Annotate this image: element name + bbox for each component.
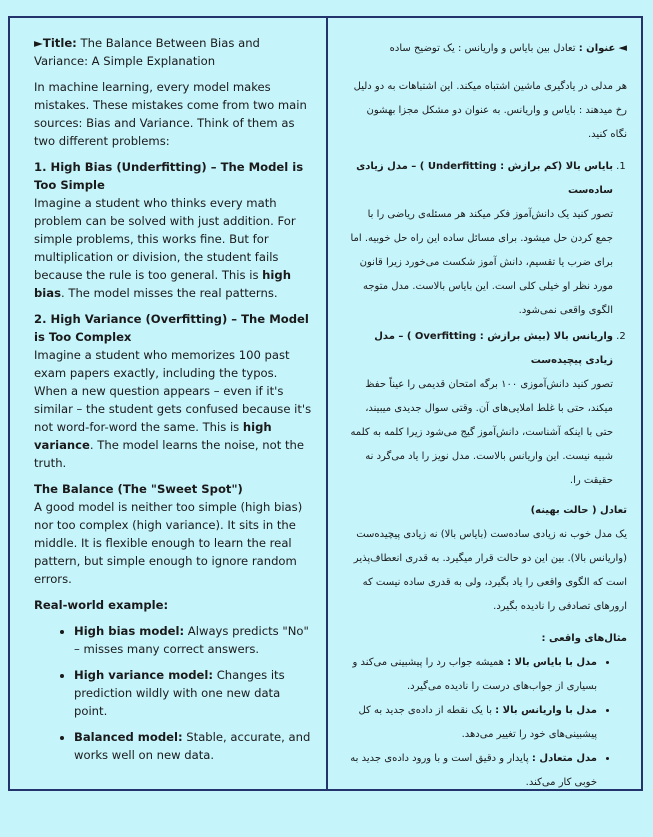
- variance-body: [34, 346, 312, 472]
- persian-bias-item: [348, 155, 613, 323]
- bias-body-part-1: Imagine a student who thinks every math problem can be solved with just addition. For simple problems, this works fine. But for multiplication or division, the student fails because the rule is too general. This is: [34, 196, 296, 282]
- intro-paragraph: In machine learning, every model makes mistakes. These mistakes come from two main sources: Bias and Variance. Think of them as two different problems:: [34, 80, 307, 148]
- persian-balance-body: یک مدل خوب نه زیادی ساده‌ست (بایاس بالا) نه زیادی پیچیده‌ست (واریانس بالا). بین این دو حالت قرار میگیرد. به قدری انعطاف‌پذیر است که الگوی واقعی را یاد بگیرد، ولی به قدری ساده نیست که ارورهای تصادفی را نادیده بگیرد.: [353, 529, 627, 612]
- list-item: [348, 699, 597, 747]
- balance-body: A good model is neither too simple (high bias) nor too complex (high variance). It sits in the middle. It is flexible enough to learn the real pattern, but simple enough to ignore random errors.: [34, 500, 303, 586]
- example-text: Always predicts "No" – misses many correct answers.: [74, 624, 309, 656]
- persian-variance-item: [348, 325, 613, 493]
- example-bold: High bias model:: [74, 624, 185, 638]
- persian-column: [328, 18, 641, 789]
- title-text: The Balance Between Bias and Variance: A Simple Explanation: [34, 36, 260, 68]
- persian-numbered-list: [348, 155, 627, 493]
- example-bold: High variance model:: [74, 668, 214, 682]
- examples-list: [34, 622, 312, 764]
- title-paragraph: [34, 34, 312, 70]
- persian-variance-body: تصور کنید دانش‌آموزی ۱۰۰ برگه امتحان قدیمی را عیناً حفظ میکند، حتی با غلط املایی‌های آن. وقتی سوال جدیدی میبیند، حتی با اینکه آشناست، دانش‌آموز گیج می‌شود زیرا کلمه به کلمه شبیه نیست. این واریانس بالاست. مدل نویز را یاد می‌گرد نه حقیقت را.: [350, 379, 613, 486]
- persian-example-bold: مدل با بایاس بالا :: [507, 657, 597, 668]
- bias-bold: high bias: [34, 268, 291, 300]
- persian-title-text: تعادل بین بایاس و واریانس : یک توضیح ساده: [389, 43, 579, 54]
- persian-example-text: با یک نقطه از داده‌ی جدید به کل پیشبینی‌های خود را تغییر می‌دهد.: [358, 705, 597, 740]
- persian-examples-list: [348, 651, 627, 795]
- title-prefix: ►Title:: [34, 36, 77, 50]
- variance-bold: high variance: [34, 420, 272, 452]
- examples-heading: Real-world example:: [34, 598, 169, 612]
- bias-section: [34, 158, 312, 194]
- document-frame: [8, 16, 643, 791]
- persian-intro: هر مدلی در یادگیری ماشین اشتباه میکند. این اشتباهات به دو دلیل رخ میدهند : بایاس و واریانس. به عنوان دو مشکل مجزا بهشون نگاه کنید.: [353, 81, 627, 140]
- persian-example-bold: مدل متعادل :: [531, 753, 597, 764]
- persian-bias-heading: 1. بایاس بالا (کم برازش : Underfitting ) – مدل زیادی ساده‌ست: [356, 161, 613, 196]
- balance-section: [34, 480, 312, 498]
- persian-title-label: عنوان :: [578, 43, 616, 54]
- english-column: [10, 18, 328, 789]
- persian-balance-heading: تعادل ( حالت بهینه): [530, 505, 627, 516]
- persian-bias-body: تصور کنید یک دانش‌آموز فکر میکند هر مسئله‌ی ریاضی را با جمع کردن حل میشود. برای مسائل ساده این راه حل خوبیه. اما برای ضرب یا تقسیم، دانش آموز شکست می‌خورد زیرا قانون مورد نظر او خیلی کلی است. این بایاس بالاست. مدل متوجه الگوی واقعی نمی‌شود.: [350, 209, 613, 316]
- persian-example-text: پایدار و دقیق است و با ورود داده‌ی جدید به خوبی کار می‌کند.: [350, 753, 597, 788]
- persian-title: [348, 36, 627, 61]
- title-arrow-icon: ◄: [618, 41, 627, 54]
- list-item: [348, 747, 597, 795]
- example-text: Changes its prediction wildly with one new data point.: [74, 668, 285, 718]
- persian-examples-heading: مثال‌های واقعی :: [541, 633, 627, 644]
- variance-body-part-1: Imagine a student who memorizes 100 past exam papers exactly, including the typos. When a new question appears – even if it's similar – the student gets confused because it's not word-for-word the same. This is: [34, 348, 312, 434]
- list-item: [74, 666, 312, 720]
- list-item: [74, 728, 312, 764]
- bias-heading: 1. High Bias (Underfitting) – The Model is Too Simple: [34, 160, 304, 192]
- list-item: [74, 622, 312, 658]
- persian-variance-heading: 2. واریانس بالا (بیش برازش : Overfitting ) – مدل زیادی پیچیده‌ست: [374, 331, 613, 366]
- variance-heading: 2. High Variance (Overfitting) – The Model is Too Complex: [34, 312, 309, 344]
- variance-section: [34, 310, 312, 346]
- example-text: Stable, accurate, and works well on new data.: [74, 730, 311, 762]
- example-bold: Balanced model:: [74, 730, 183, 744]
- balance-heading: The Balance (The "Sweet Spot"): [34, 482, 243, 496]
- bias-body: [34, 194, 312, 302]
- bias-body-part-2: . The model misses the real patterns.: [61, 286, 278, 300]
- persian-example-text: همیشه جواب رد را پیشبینی می‌کند و بسیاری از جواب‌های درست را نادیده می‌گیرد.: [352, 657, 597, 692]
- list-item: [348, 651, 597, 699]
- persian-example-bold: مدل با واریانس بالا :: [495, 705, 597, 716]
- variance-body-part-2: . The model learns the noise, not the truth.: [34, 438, 305, 470]
